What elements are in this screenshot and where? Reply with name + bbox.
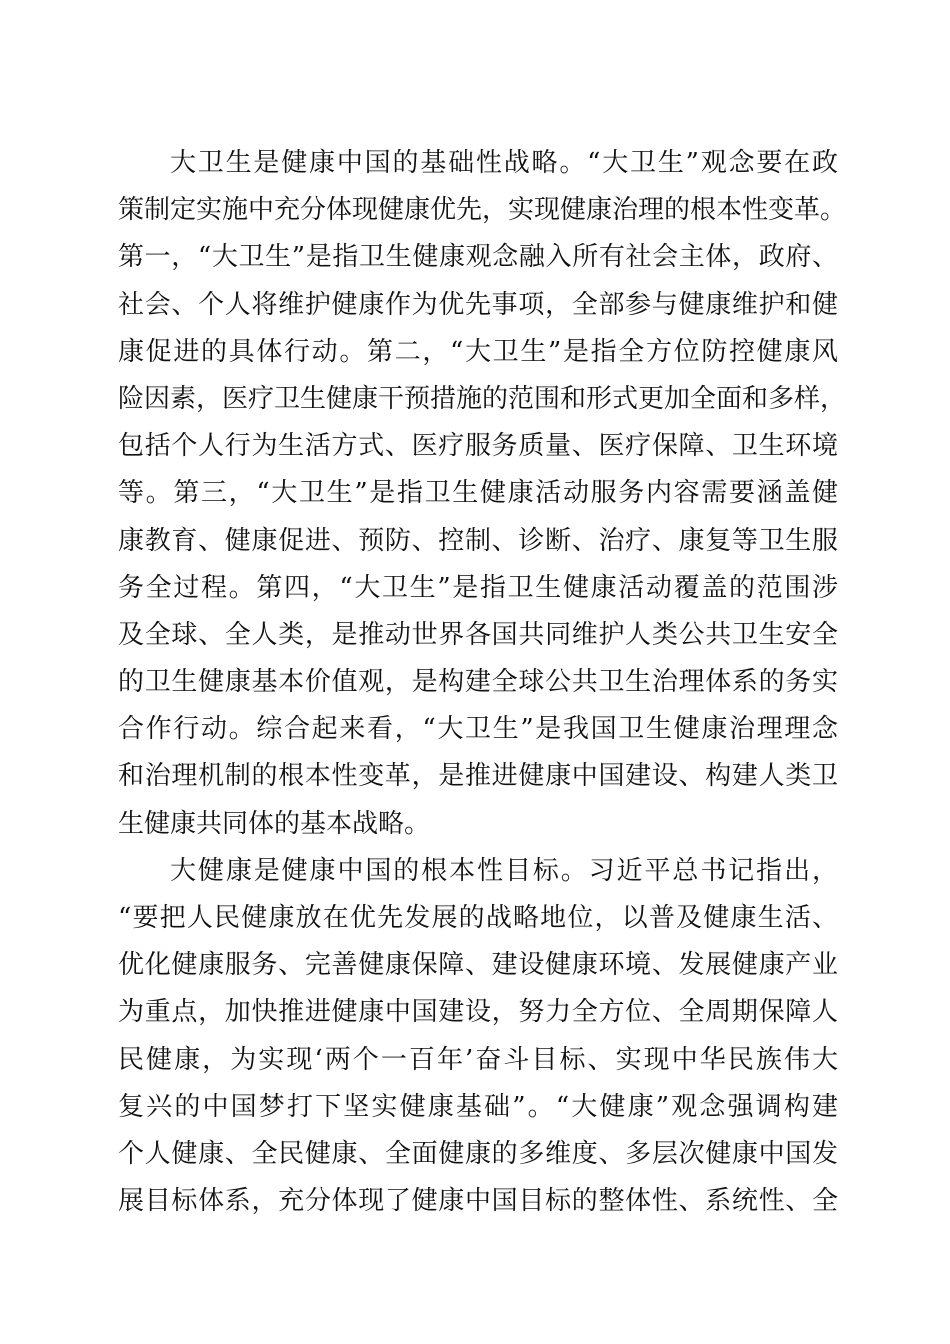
text-line: 个人健康、全民健康、全面健康的多维度、多层次健康中国发 [118,1138,838,1169]
text-line: 险因素，医疗卫生健康干预措施的范围和形式更加全面和多样， [118,383,847,414]
text-line: “要把人民健康放在优先发展的战略地位，以普及健康生活、 [118,903,838,933]
text-line: 的卫生健康基本价值观，是构建全球公共卫生治理体系的务实 [118,667,838,698]
text-line: 包括个人行为生活方式、医疗服务质量、医疗保障、卫生环境 [118,431,838,462]
text-line: 合作行动。综合起来看，“大卫生”是我国卫生健康治理理念 [118,714,838,745]
paragraph-da-jiankang [118,848,838,1226]
text-line: 民健康，为实现‘两个一百年’奋斗目标、实现中华民族伟大 [118,1044,838,1075]
text-line: 和治理机制的根本性变革，是推进健康中国建设、构建人类卫 [118,761,838,792]
document-body [118,140,847,1225]
text-line: 务全过程。第四，“大卫生”是指卫生健康活动覆盖的范围涉 [118,572,838,603]
text-line: 社会、个人将维护健康作为优先事项，全部参与健康维护和健 [118,289,838,320]
text-line: 及全球、全人类，是推动世界各国共同维护人类公共卫生安全 [118,619,838,650]
text-line: 康教育、健康促进、预防、控制、诊断、治疗、康复等卫生服 [118,525,838,556]
paragraph-da-weisheng [118,140,847,848]
text-line: 展目标体系，充分体现了健康中国目标的整体性、系统性、全 [118,1186,838,1217]
text-line: 大健康是健康中国的根本性目标。习近平总书记指出， [170,855,838,886]
text-line: 策制定实施中充分体现健康优先，实现健康治理的根本性变革。 [118,195,847,226]
text-line: 优化健康服务、完善健康保障、建设健康环境、发展健康产业 [118,950,838,981]
text-line: 生健康共同体的基本战略。 [118,808,431,839]
text-line: 大卫生是健康中国的基础性战略。“大卫生”观念要在政 [170,148,838,178]
text-line: 第一，“大卫生”是指卫生健康观念融入所有社会主体，政府、 [118,242,838,273]
text-line: 康促进的具体行动。第二，“大卫生”是指全方位防控健康风 [118,336,838,367]
text-line: 等。第三，“大卫生”是指卫生健康活动服务内容需要涵盖健 [118,478,838,509]
text-line: 为重点，加快推进健康中国建设，努力全方位、全周期保障人 [118,997,838,1028]
text-line: 复兴的中国梦打下坚实健康基础”。“大健康”观念强调构建 [118,1091,838,1122]
